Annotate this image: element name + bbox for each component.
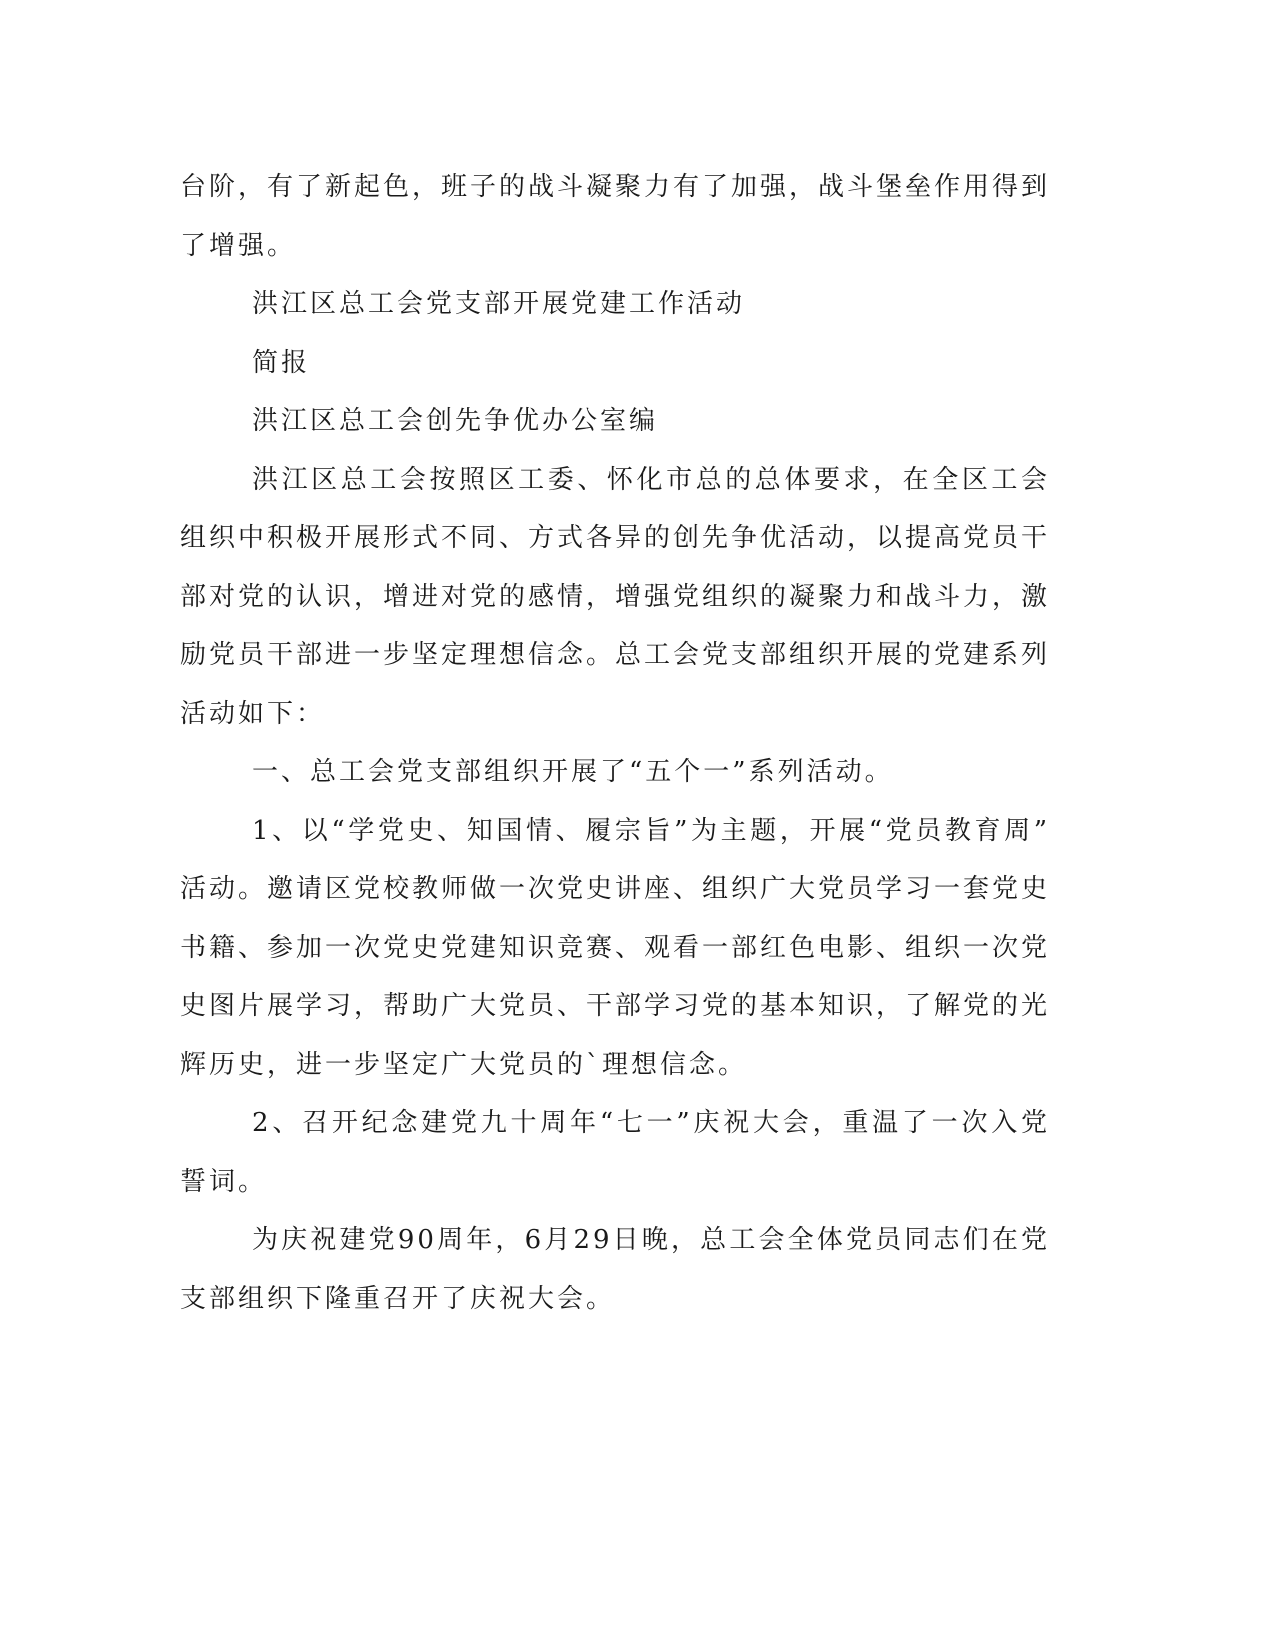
list-item-1: 1、以“学党史、知国情、履宗旨”为主题，开展“党员教育周”活动。邀请区党校教师做一次党史讲座、组织广大党员学习一套党史书籍、参加一次党史党建知识竞赛、观看一部红色电影、组织一次党史图片展学习，帮助广大党员、干部学习党的基本知识，了解党的光辉历史，进一步坚定广大党员的`理想信念。 [180, 815, 1051, 1080]
document-body [180, 158, 1050, 1328]
report-title: 洪江区总工会党支部开展党建工作活动 [252, 289, 746, 319]
list-item-2: 2、召开纪念建党九十周年“七一”庆祝大会，重温了一次入党誓词。 [180, 1108, 1050, 1197]
section-heading-1: 一、总工会党支部组织开展了“五个一”系列活动。 [252, 757, 894, 787]
paragraph-intro: 洪江区总工会按照区工委、怀化市总的总体要求，在全区工会组织中积极开展形式不同、方式各异的创先争优活动，以提高党员干部对党的认识，增进对党的感情，增强党组织的凝聚力和战斗力，激励党员干部进一步坚定理想信念。总工会党支部组织开展的党建系列活动如下： [180, 464, 1051, 729]
report-subtitle: 简报 [252, 347, 311, 378]
paragraph-continuation: 台阶，有了新起色，班子的战斗凝聚力有了加强，战斗堡垒作用得到了增强。 [180, 172, 1051, 261]
paragraph-celebration: 为庆祝建党90周年，6月29日晚，总工会全体党员同志们在党支部组织下隆重召开了庆祝大会。 [180, 1225, 1050, 1314]
report-editor: 洪江区总工会创先争优办公室编 [252, 406, 659, 436]
